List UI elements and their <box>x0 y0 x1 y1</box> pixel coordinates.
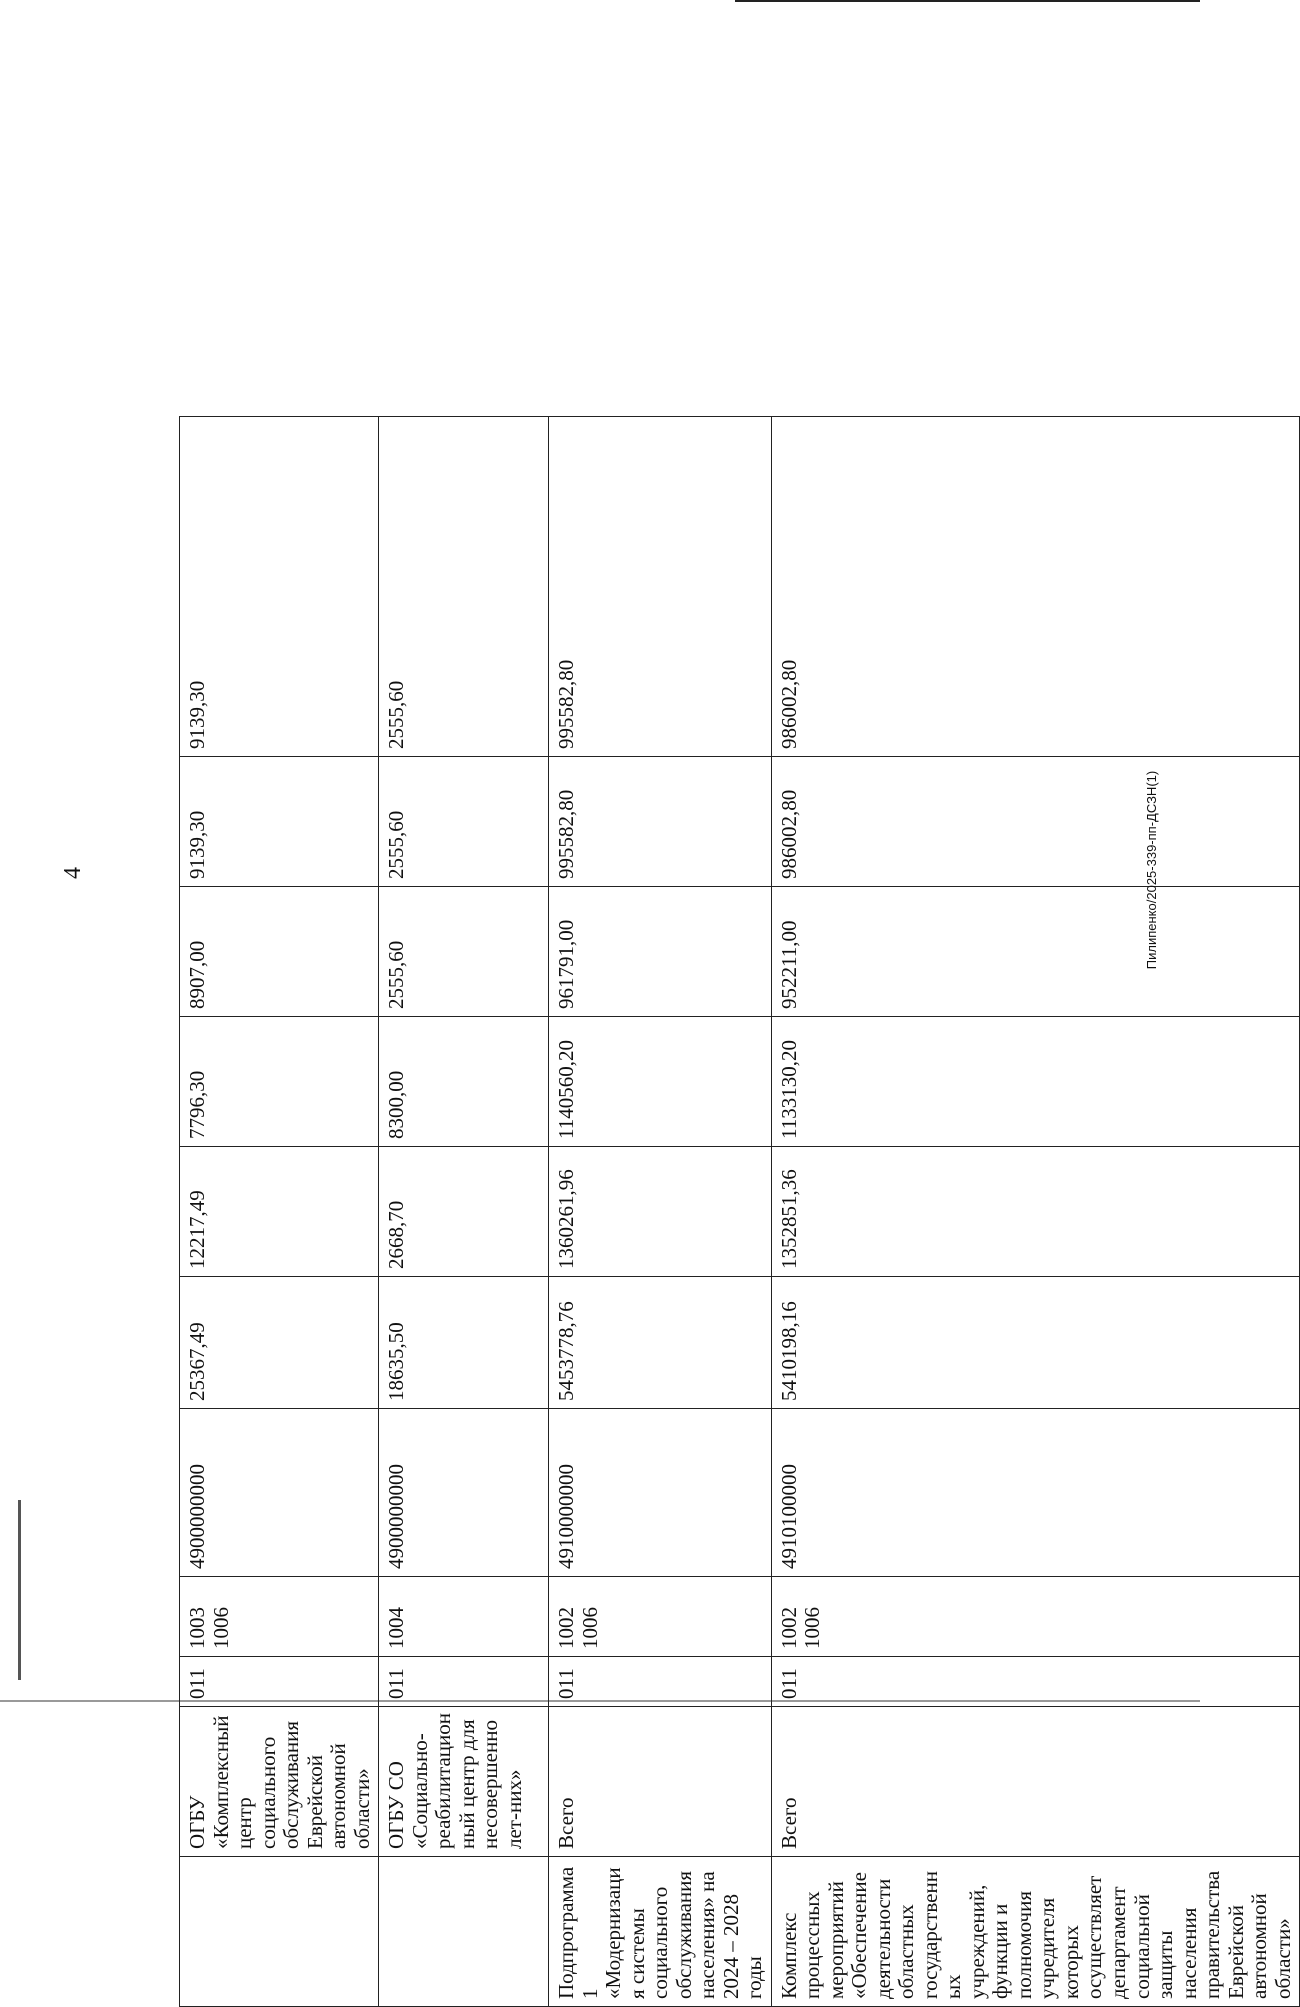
value-cell-6: 986002,80 <box>771 417 1299 757</box>
value-cell-1: 25367,49 <box>180 1277 379 1409</box>
row-name-cell: Подпрограмма 1 «Модернизация системы социального обслуживания населения» на 2024 – 2028 годы <box>549 1857 772 2007</box>
value-cell-3: 1133130,20 <box>771 1017 1299 1147</box>
budget-table <box>179 416 1300 2007</box>
value-cell-4: 952211,00 <box>771 887 1299 1017</box>
csr-cell: 4910000000 <box>549 1409 772 1577</box>
table-row <box>549 417 772 2007</box>
table-row <box>180 417 379 2007</box>
value-cell-1: 5410198,16 <box>771 1277 1299 1409</box>
row-name-cell: Комплекс процессных мероприятий «Обеспечение деятельности областных государственных учреждений, функции и полномочия учредителя которых осуществляет департамент социальной защиты населения правительства Еврейской автономной области» <box>771 1857 1299 2007</box>
value-cell-5: 9139,30 <box>180 757 379 887</box>
executor-cell: ОГБУ «Комплексный центр социального обслуживания Еврейской автономной области» <box>180 1707 379 1857</box>
value-cell-4: 2555,60 <box>379 887 549 1017</box>
value-cell-6: 2555,60 <box>379 417 549 757</box>
value-cell-3: 8300,00 <box>379 1017 549 1147</box>
value-cell-2: 12217,49 <box>180 1147 379 1277</box>
executor-cell: Всего <box>549 1707 772 1857</box>
csr-cell: 4900000000 <box>180 1409 379 1577</box>
row-name-cell <box>379 1857 549 2007</box>
page-number: 4 <box>60 867 86 879</box>
grbs-cell: 011 <box>379 1657 549 1707</box>
row-name-cell <box>180 1857 379 2007</box>
value-cell-5: 995582,80 <box>549 757 772 887</box>
rzpr-cell: 1003 1006 <box>180 1577 379 1657</box>
executor-cell: ОГБУ СО «Социально-реабилитационный центр для несовершеннолет-них» <box>379 1707 549 1857</box>
value-cell-1: 18635,50 <box>379 1277 549 1409</box>
csr-cell: 4900000000 <box>379 1409 549 1577</box>
value-cell-3: 1140560,20 <box>549 1017 772 1147</box>
value-cell-2: 2668,70 <box>379 1147 549 1277</box>
value-cell-4: 8907,00 <box>180 887 379 1017</box>
rzpr-cell: 1004 <box>379 1577 549 1657</box>
grbs-cell: 011 <box>549 1657 772 1707</box>
left-edge-mark <box>18 1500 21 1680</box>
value-cell-5: 986002,80 <box>771 757 1299 887</box>
value-cell-2: 1352851,36 <box>771 1147 1299 1277</box>
value-cell-3: 7796,30 <box>180 1017 379 1147</box>
table-row <box>379 417 549 2007</box>
rzpr-cell: 1002 1006 <box>771 1577 1299 1657</box>
value-cell-1: 5453778,76 <box>549 1277 772 1409</box>
rzpr-cell: 1002 1006 <box>549 1577 772 1657</box>
top-edge-line <box>735 0 1200 2</box>
value-cell-6: 995582,80 <box>549 417 772 757</box>
csr-cell: 4910100000 <box>771 1409 1299 1577</box>
table-row <box>771 417 1299 2007</box>
value-cell-5: 2555,60 <box>379 757 549 887</box>
value-cell-4: 961791,00 <box>549 887 772 1017</box>
executor-cell: Всего <box>771 1707 1299 1857</box>
grbs-cell: 011 <box>771 1657 1299 1707</box>
grbs-cell: 011 <box>180 1657 379 1707</box>
value-cell-2: 1360261,96 <box>549 1147 772 1277</box>
document-footer-code: Пилипенко/2025-339-пп-ДСЗН(1) <box>1144 770 1159 970</box>
value-cell-6: 9139,30 <box>180 417 379 757</box>
